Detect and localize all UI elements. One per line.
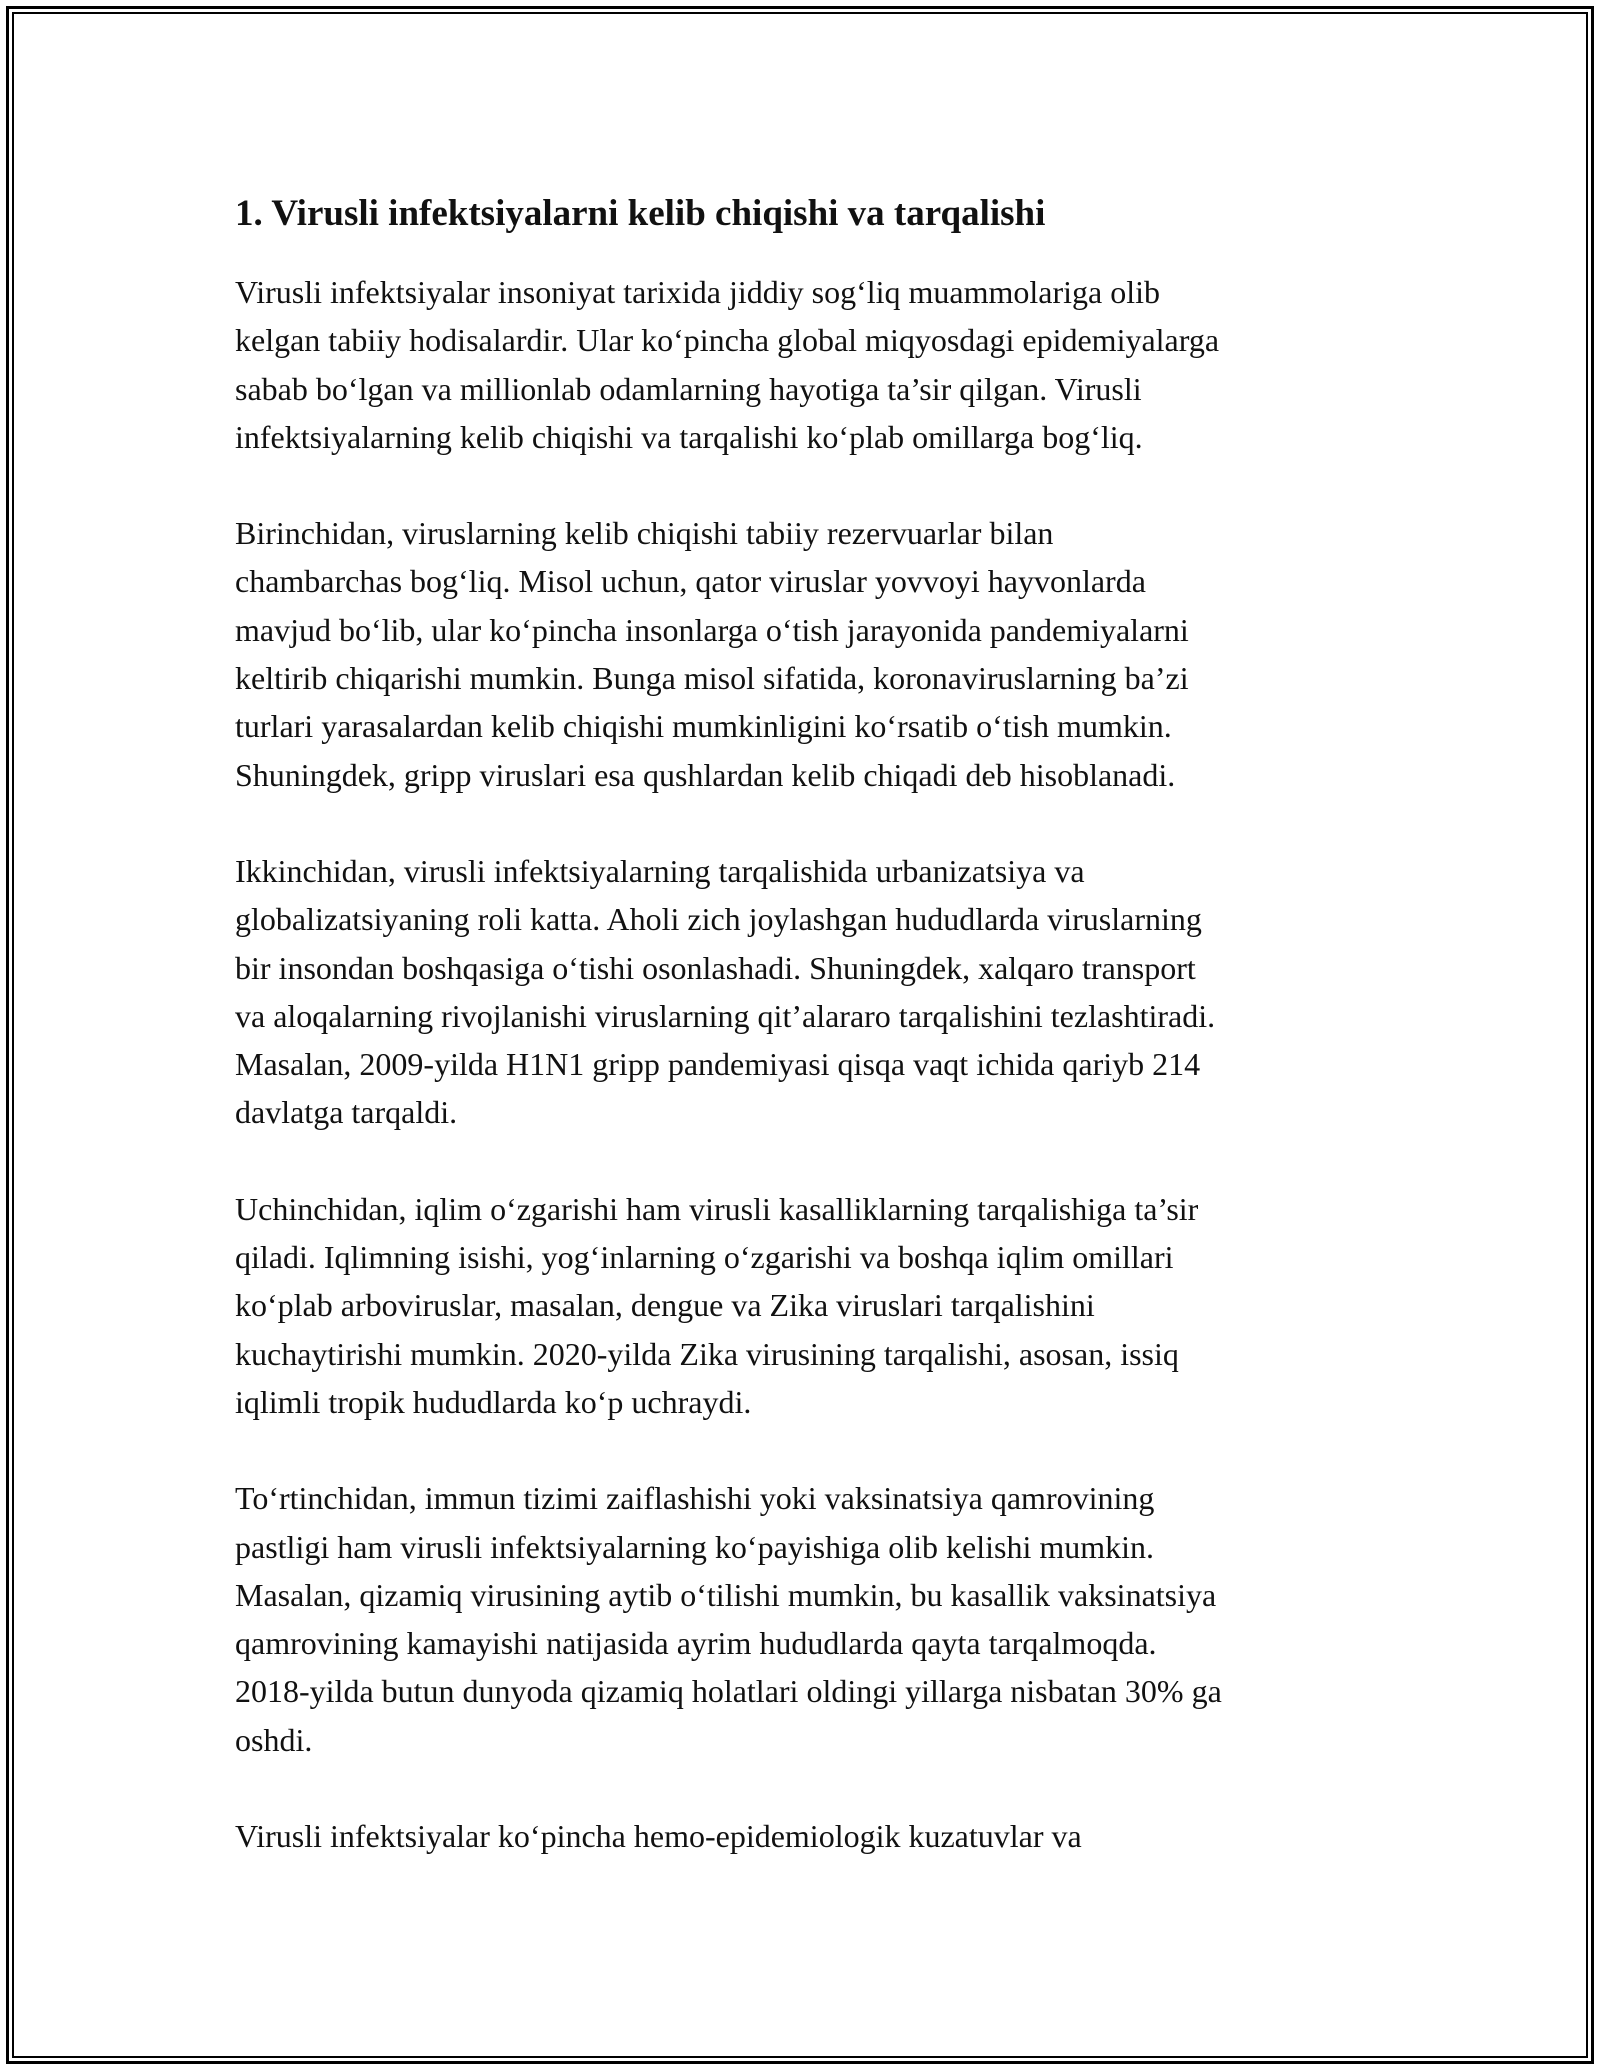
text-line: Birinchidan, viruslarning kelib chiqishi tabiiy rezervuarlar bilan [235,515,1054,552]
text-line: Masalan, 2009-yilda H1N1 gripp pandemiyasi qisqa vaqt ichida qariyb 214 [235,1046,1201,1083]
text-line: Virusli infektsiyalar ko‘pincha hemo-epidemiologik kuzatuvlar va [235,1818,1082,1855]
text-line: va aloqalarning rivojlanishi viruslarning qit’alararo tarqalishini tezlashtiradi. [235,997,1216,1034]
text-line: bir insondan boshqasiga o‘tishi osonlashadi. Shuningdek, xalqaro transport [235,949,1196,986]
text-line: To‘rtinchidan, immun tizimi zaiflashishi yoki vaksinatsiya qamrovining [235,1480,1155,1517]
text-line: oshdi. [235,1721,313,1758]
text-line: Ikkinchidan, virusli infektsiyalarning tarqalishida urbanizatsiya va [235,852,1085,889]
text-line: sabab bo‘lgan va millionlab odamlarning hayotiga ta’sir qilgan. Virusli [235,370,1142,407]
document-body [235,186,1375,1908]
text-line: turlari yarasalardan kelib chiqishi mumkinligini ko‘rsatib o‘tish mumkin. [235,708,1172,745]
text-line: qamrovining kamayishi natijasida ayrim hududlarda qayta tarqalmoqda. [235,1625,1157,1662]
paragraph-2 [235,509,1375,799]
text-line: Virusli infektsiyalar insoniyat tarixida jiddiy sog‘liq muammolariga olib [235,274,1161,310]
text-line: pastligi ham virusli infektsiyalarning ko‘payishiga olib kelishi mumkin. [235,1528,1154,1565]
text-line: 2018-yilda butun dunyoda qizamiq holatlari oldingi yillarga nisbatan 30% ga [235,1673,1222,1710]
paragraph-6 [235,1812,1375,1860]
text-line: infektsiyalarning kelib chiqishi va tarqalishi ko‘plab omillarga bog‘liq. [235,418,1143,455]
text-line: Masalan, qizamiq virusining aytib o‘tilishi mumkin, bu kasallik vaksinatsiya [235,1576,1217,1613]
paragraph-3 [235,847,1375,1137]
text-line: davlatga tarqaldi. [235,1094,458,1131]
paragraph-5 [235,1474,1375,1764]
text-line: qiladi. Iqlimning isishi, yog‘inlarning o‘zgarishi va boshqa iqlim omillari [235,1239,1174,1276]
text-line: globalizatsiyaning roli katta. Aholi zich joylashgan hududlarda viruslarning [235,901,1202,938]
text-line: Uchinchidan, iqlim o‘zgarishi ham virusli kasalliklarning tarqalishiga ta’sir [235,1190,1199,1227]
text-line: iqlimli tropik hududlarda ko‘p uchraydi. [235,1383,752,1420]
text-line: ko‘plab arboviruslar, masalan, dengue va Zika viruslari tarqalishini [235,1287,1095,1324]
text-line: mavjud bo‘lib, ular ko‘pincha insonlarga o‘tish jarayonida pandemiyalarni [235,611,1189,648]
text-line: kuchaytirishi mumkin. 2020-yilda Zika virusining tarqalishi, asosan, issiq [235,1335,1179,1372]
text-line: Shuningdek, gripp viruslari esa qushlardan kelib chiqadi deb hisoblanadi. [235,756,1176,793]
paragraph-4 [235,1185,1375,1426]
text-line: keltirib chiqarishi mumkin. Bunga misol sifatida, koronaviruslarning ba’zi [235,660,1189,697]
section-heading: 1. Virusli infektsiyalarni kelib chiqishi va tarqalishi [235,193,1046,234]
text-line: chambarchas bog‘liq. Misol uchun, qator viruslar yovvoyi hayvonlarda [235,563,1146,600]
paragraph-1 [235,268,1375,461]
text-line: kelgan tabiiy hodisalardir. Ular ko‘pincha global miqyosdagi epidemiyalarga [235,322,1220,359]
